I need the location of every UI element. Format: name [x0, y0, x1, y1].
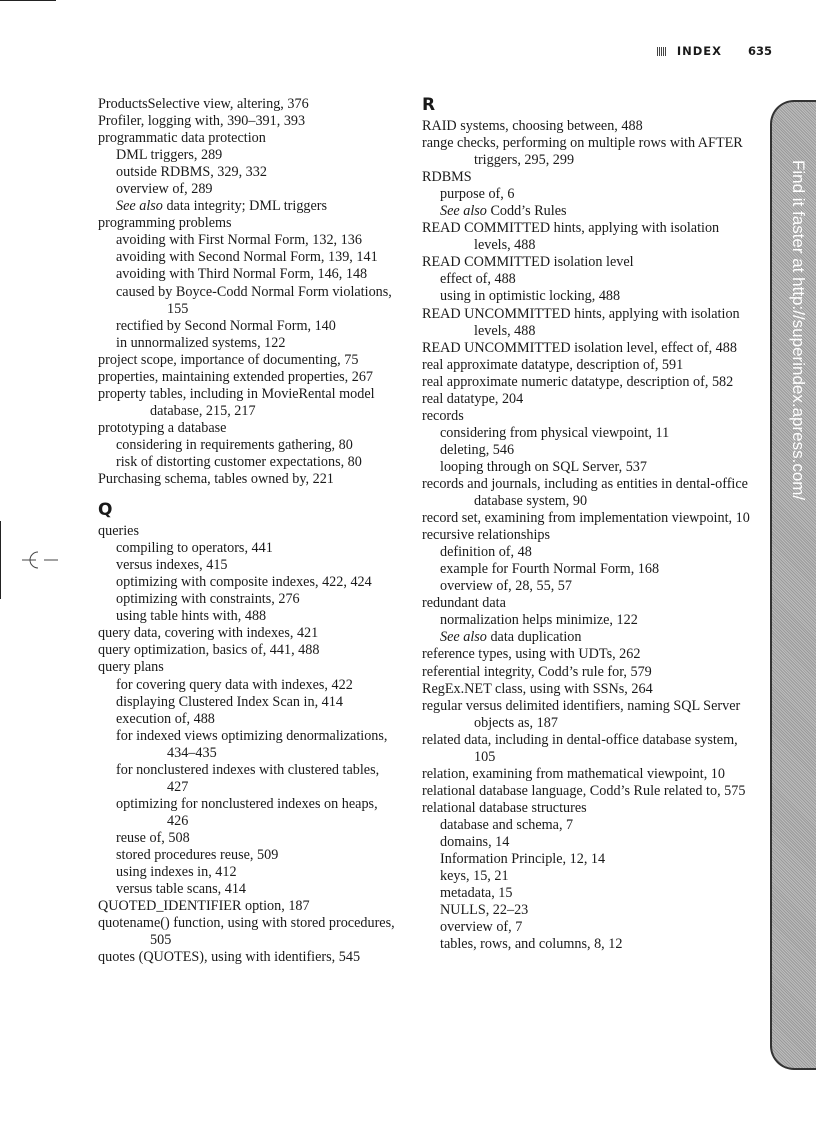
index-entry: programming problems: [98, 215, 232, 232]
index-entry: redundant data: [422, 595, 506, 612]
crop-mark-line: [0, 521, 1, 599]
index-entry: prototyping a database: [98, 419, 227, 436]
running-header: [657, 44, 772, 58]
index-entry: project scope, importance of documenting, 75: [98, 351, 359, 368]
index-subentry: reuse of, 508: [116, 829, 190, 846]
index-subentry: displaying Clustered Index Scan in, 414: [116, 693, 343, 710]
index-entry: quotename() function, using with stored procedures, 505: [98, 915, 395, 949]
index-entry: queries: [98, 523, 139, 540]
index-letter-heading: Q: [98, 500, 113, 521]
index-subentry: optimizing for nonclustered indexes on heaps, 426: [116, 795, 378, 829]
index-subentry: [98, 198, 398, 215]
index-subentry: using table hints with, 488: [116, 608, 267, 625]
index-subentry: considering in requirements gathering, 80: [116, 436, 353, 453]
index-subentry: purpose of, 6: [440, 186, 515, 203]
see-also-target: Codd’s Rules: [486, 203, 567, 220]
index-entry: records: [422, 407, 464, 424]
index-entry: regular versus delimited identifiers, naming SQL Server objects as, 187: [422, 697, 741, 731]
index-subentry: normalization helps minimize, 122: [440, 612, 638, 629]
index-subentry: using in optimistic locking, 488: [440, 288, 621, 305]
index-column-left: [98, 96, 398, 966]
index-entry: RegEx.NET class, using with SSNs, 264: [422, 680, 653, 697]
index-subentry: [422, 629, 752, 646]
index-subentry: for nonclustered indexes with clustered tables, 427: [116, 761, 380, 795]
side-tab-text: Find it faster at http://superindex.apress.com/: [789, 160, 808, 501]
index-subentry: stored procedures reuse, 509: [116, 846, 279, 863]
index-letter-heading: R: [422, 95, 436, 115]
index-subentry: DML triggers, 289: [116, 147, 223, 164]
index-subentry: [422, 203, 752, 220]
index-subentry: avoiding with Third Normal Form, 146, 148: [116, 266, 368, 283]
index-subentry: deleting, 546: [440, 441, 515, 458]
index-entry: record set, examining from implementation viewpoint, 10: [422, 510, 750, 527]
index-entry: READ UNCOMMITTED hints, applying with isolation levels, 488: [422, 305, 740, 339]
index-subentry: compiling to operators, 441: [116, 540, 273, 557]
index-subentry: overview of, 289: [116, 181, 213, 198]
index-entry: quotes (QUOTES), using with identifiers, 545: [98, 949, 361, 966]
index-entry: READ COMMITTED isolation level: [422, 254, 634, 271]
index-subentry: NULLS, 22–23: [440, 902, 529, 919]
index-subentry: metadata, 15: [440, 885, 513, 902]
header-bars-icon: [657, 47, 667, 56]
section-label: INDEX: [676, 44, 722, 58]
index-entry: query data, covering with indexes, 421: [98, 625, 319, 642]
index-subentry: risk of distorting customer expectations, 80: [116, 453, 362, 470]
index-column-right: [422, 96, 752, 953]
index-entry: relational database language, Codd’s Rule related to, 575: [422, 782, 746, 799]
index-entry: real approximate datatype, description of, 591: [422, 356, 684, 373]
index-entry: real approximate numeric datatype, description of, 582: [422, 373, 734, 390]
see-also-target: data integrity; DML triggers: [162, 198, 328, 215]
index-entry: property tables, including in MovieRental model database, 215, 217: [98, 385, 375, 419]
index-subentry: overview of, 28, 55, 57: [440, 578, 572, 595]
index-subentry: using indexes in, 412: [116, 864, 237, 881]
index-entry: query plans: [98, 659, 164, 676]
index-subentry: keys, 15, 21: [440, 868, 509, 885]
index-entry: relational database structures: [422, 799, 587, 816]
index-subentry: definition of, 48: [440, 544, 532, 561]
index-subentry: Information Principle, 12, 14: [440, 851, 606, 868]
index-subentry: avoiding with Second Normal Form, 139, 141: [116, 249, 378, 266]
index-entry: Purchasing schema, tables owned by, 221: [98, 471, 334, 488]
top-rule: [0, 0, 56, 1]
index-entry: query optimization, basics of, 441, 488: [98, 642, 320, 659]
index-entry: programmatic data protection: [98, 130, 266, 147]
see-also-label: See also: [116, 198, 163, 215]
index-subentry: versus table scans, 414: [116, 881, 247, 898]
index-subentry: database and schema, 7: [440, 816, 574, 833]
index-subentry: example for Fourth Normal Form, 168: [440, 561, 660, 578]
index-subentry: optimizing with constraints, 276: [116, 591, 300, 608]
index-subentry: avoiding with First Normal Form, 132, 136: [116, 232, 362, 249]
index-entry: reference types, using with UDTs, 262: [422, 646, 641, 663]
index-subentry: overview of, 7: [440, 919, 523, 936]
index-entry: real datatype, 204: [422, 390, 524, 407]
index-subentry: execution of, 488: [116, 710, 215, 727]
index-entry: Profiler, logging with, 390–391, 393: [98, 113, 306, 130]
index-subentry: versus indexes, 415: [116, 557, 228, 574]
index-entry: referential integrity, Codd’s rule for, 579: [422, 663, 652, 680]
index-subentry: considering from physical viewpoint, 11: [440, 424, 670, 441]
index-entry: relation, examining from mathematical viewpoint, 10: [422, 765, 725, 782]
index-entry: RDBMS: [422, 169, 472, 186]
index-entry: recursive relationships: [422, 527, 551, 544]
index-entry: range checks, performing on multiple rows with AFTER triggers, 295, 299: [422, 135, 743, 169]
index-subentry: for indexed views optimizing denormalizations, 434–435: [116, 727, 388, 761]
index-subentry: rectified by Second Normal Form, 140: [116, 317, 336, 334]
index-entry: RAID systems, choosing between, 488: [422, 118, 643, 134]
index-subentry: looping through on SQL Server, 537: [440, 458, 647, 475]
index-entry: READ COMMITTED hints, applying with isolation levels, 488: [422, 220, 720, 254]
index-subentry: caused by Boyce-Codd Normal Form violations, 155: [116, 283, 392, 317]
see-also-target: data duplication: [486, 629, 582, 646]
index-entry: READ UNCOMMITTED isolation level, effect of, 488: [422, 339, 737, 356]
index-subentry: for covering query data with indexes, 422: [116, 676, 353, 693]
see-also-label: See also: [440, 629, 487, 646]
index-entry: records and journals, including as entities in dental-office database system, 90: [422, 475, 748, 510]
index-subentry: tables, rows, and columns, 8, 12: [440, 936, 623, 953]
index-entry: properties, maintaining extended properties, 267: [98, 368, 374, 385]
see-also-label: See also: [440, 203, 487, 220]
index-subentry: effect of, 488: [440, 271, 516, 288]
index-subentry: domains, 14: [440, 833, 510, 850]
index-subentry: outside RDBMS, 329, 332: [116, 164, 267, 181]
registration-mark-icon: [22, 548, 58, 572]
page-number: 635: [747, 44, 772, 58]
index-entry: related data, including in dental-office database system, 105: [422, 731, 738, 765]
index-subentry: optimizing with composite indexes, 422, 424: [116, 574, 372, 591]
index-entry: QUOTED_IDENTIFIER option, 187: [98, 898, 310, 915]
index-entry: ProductsSelective view, altering, 376: [98, 96, 309, 112]
index-subentry: in unnormalized systems, 122: [116, 334, 286, 351]
